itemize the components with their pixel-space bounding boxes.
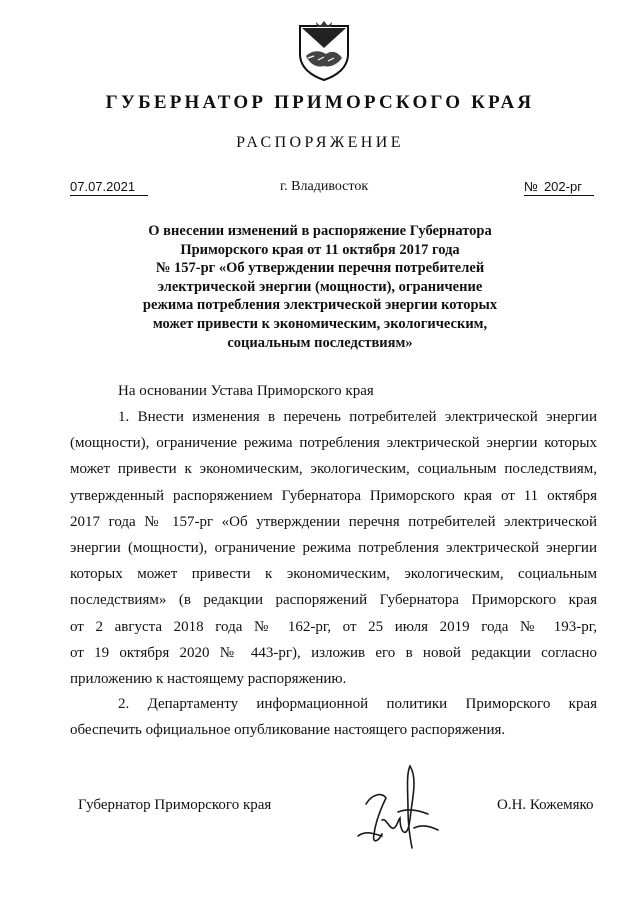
organization-heading: ГУБЕРНАТОР ПРИМОРСКОГО КРАЯ [105, 92, 535, 113]
title-line: социальным последствиям» [227, 334, 413, 351]
paragraph-1 [70, 404, 597, 692]
handwritten-signature [352, 764, 472, 850]
signatory-position: Губернатор Приморского края [78, 797, 272, 813]
signatory-name: О.Н. Кожемяко [497, 797, 594, 813]
number-sign: № [524, 179, 538, 194]
title-line: Приморского края от 11 октября 2017 года [180, 241, 460, 258]
document-city: г. Владивосток [280, 179, 369, 194]
paragraph-line: последствиям» (в редакции распоряжений Губернатора Приморского края [70, 592, 597, 609]
paragraph-line: приложению к настоящему распоряжению. [70, 670, 347, 687]
paragraph-line: 1. Внести изменения в перечень потребителей электрической энергии [118, 409, 597, 425]
paragraph-line: обеспечить официальное опубликование настоящего распоряжения. [70, 722, 506, 739]
title-line: режима потребления электрической энергии которых [142, 297, 498, 314]
title-line: О внесении изменений в распоряжение Губернатора [148, 223, 492, 239]
paragraph-2 [70, 691, 597, 743]
paragraph-line: (мощности), ограничение режима потребления электрической энергии которых [70, 435, 597, 452]
document-title [120, 222, 520, 352]
document-type-heading: РАСПОРЯЖЕНИЕ [236, 134, 404, 151]
paragraph-line: 2017 года № 157-рг «Об утверждении перечня потребителей электрической [70, 513, 597, 530]
paragraph-line: от 2 августа 2018 года № 162-рг, от 25 июля 2019 года № 193-рг, [70, 618, 597, 635]
coat-of-arms-icon [296, 20, 352, 82]
document-date: 07.07.2021 [70, 179, 148, 196]
title-line: электрической энергии (мощности), ограничение [157, 278, 483, 295]
title-line: может привести к экономическим, экологическим, [152, 315, 488, 332]
paragraph-line: утвержденный распоряжением Губернатора Приморского края от 11 октября [70, 487, 597, 504]
legal-basis: На основании Устава Приморского края [118, 383, 374, 399]
paragraph-line: 2. Департаменту информационной политики Приморского края [118, 696, 597, 712]
title-line: № 157-рг «Об утверждении перечня потребителей [155, 260, 485, 277]
paragraph-line: может привести к экономическим, экологическим, социальным последствиям, [70, 461, 597, 478]
number-value: 202-рг [543, 179, 582, 194]
paragraph-line: энергии (мощности), ограничение режима потребления электрической энергии [70, 539, 597, 556]
paragraph-line: которых может привести к экономическим, экологическим, социальным [70, 566, 597, 583]
paragraph-line: от 19 октября 2020 № 443-рг), изложив его в новой редакции согласно [70, 644, 597, 661]
document-number [524, 179, 594, 196]
